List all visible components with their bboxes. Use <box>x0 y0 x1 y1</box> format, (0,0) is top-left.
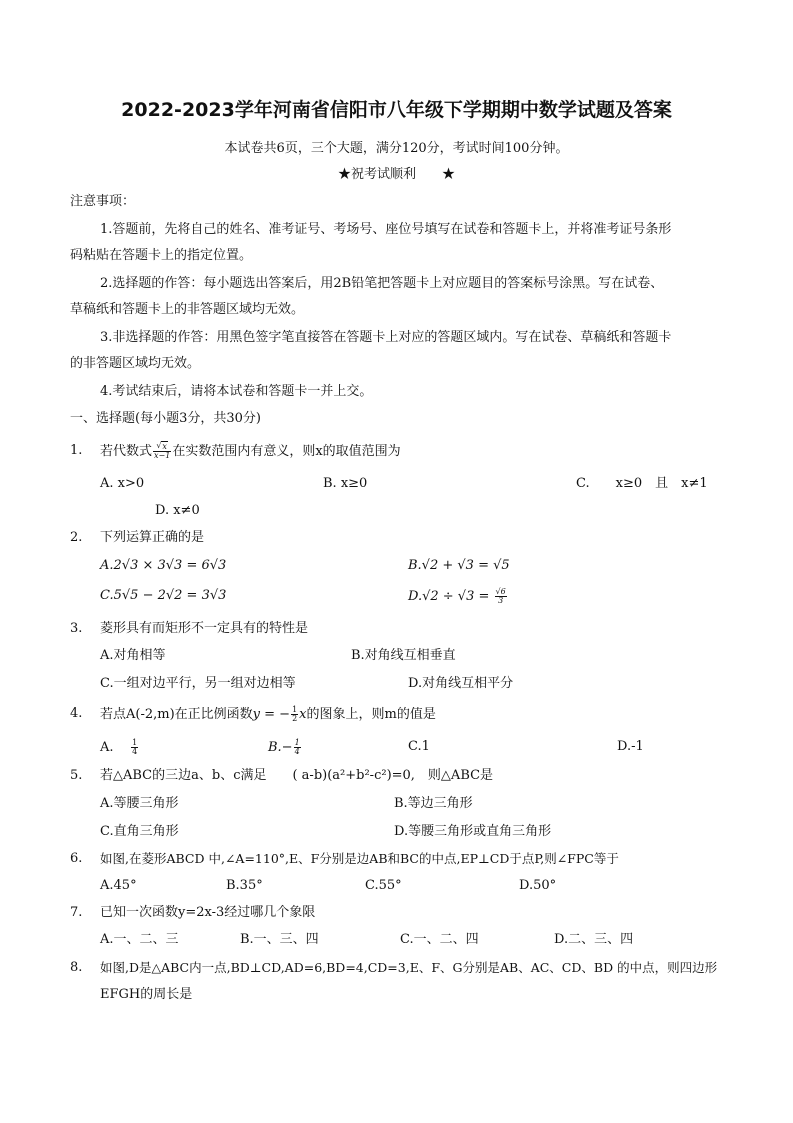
question-3-stem: 菱形具有而矩形不一定具有的特性是 <box>100 621 309 636</box>
question-5-stem: 若△ABC的三边a、b、c满足 ( a-b)(a²+b²-c²)=0, 则△ABC是 <box>100 768 494 783</box>
question-2-option-a: A.2√3 × 3√3 = 6√3 <box>100 558 227 573</box>
question-8-stem-line-1: 如图,D是△ABC内一点,BD⊥CD,AD=6,BD=4,CD=3,E、F、G分别是AB、AC、CD、BD 的中点，则四边形 <box>100 960 718 975</box>
notes-heading: 注意事项： <box>70 194 136 209</box>
question-1-option-c: C. x≥0 且 x≠1 <box>576 476 708 491</box>
question-3-option-d: D.对角线互相平分 <box>408 676 514 691</box>
question-6-option-b: B.35° <box>226 878 263 893</box>
question-1-option-b: B. x≥0 <box>323 476 368 491</box>
question-3-option-c: C.一组对边平行，另一组对边相等 <box>100 676 296 691</box>
question-5-number: 5. <box>70 768 83 783</box>
question-4-option-d: D.-1 <box>617 739 644 754</box>
question-7-option-b: B.一、三、四 <box>240 932 319 947</box>
question-6-number: 6. <box>70 851 83 866</box>
question-2-option-b: B.√2 + √3 = √5 <box>408 558 510 573</box>
question-5-option-d: D.等腰三角形或直角三角形 <box>394 824 552 839</box>
question-7-number: 7. <box>70 905 83 920</box>
question-6-option-d: D.50° <box>519 878 557 893</box>
question-6-option-a: A.45° <box>100 878 137 893</box>
question-1-option-d: D. x≠0 <box>155 503 200 518</box>
question-7-option-a: A.一、二、三 <box>100 932 179 947</box>
question-2-option-c: C.5√5 − 2√2 = 3√3 <box>100 588 227 603</box>
expression-fraction: √ $\frac{x}{x-1}$ <box>153 443 171 460</box>
question-8-stem-line-2: EFGH的周长是 <box>100 987 193 1002</box>
question-4-stem: 若点A(-2,m)在正比例函数y = − $\frac{1}{2}$ x的图象上，则m的值是 <box>100 705 436 723</box>
question-1-option-a: A. x>0 <box>100 476 145 491</box>
question-7-stem: 已知一次函数y=2x-3经过哪几个象限 <box>100 905 316 920</box>
question-5-option-c: C.直角三角形 <box>100 824 179 839</box>
question-1-number: 1. <box>70 443 83 458</box>
question-5-option-b: B.等边三角形 <box>394 796 473 811</box>
question-7-option-c: C.一、二、四 <box>400 932 479 947</box>
exam-info: 本试卷共6页，三个大题，满分120分，考试时间100分钟。 <box>224 141 569 156</box>
question-3-option-b: B.对角线互相垂直 <box>351 648 456 663</box>
note-3-line-2: 的非答题区域均无效。 <box>70 356 201 371</box>
note-3-line-1: 3.非选择题的作答：用黑色签字笔直接答在答题卡上对应的答题区域内。写在试卷、草稿纸和答题卡 <box>100 330 672 345</box>
question-6-stem: 如图,在菱形ABCD 中,∠A=110°,E、F分别是边AB和BC的中点,EP⊥CD于点P,则∠FPC等于 <box>100 851 619 866</box>
question-5-option-a: A.等腰三角形 <box>100 796 179 811</box>
question-7-option-d: D.二、三、四 <box>554 932 634 947</box>
question-3-number: 3. <box>70 621 83 636</box>
question-4-number: 4. <box>70 706 83 721</box>
question-2-number: 2. <box>70 530 83 545</box>
question-4-option-a: A. $\frac{1}{4}$ <box>100 738 138 756</box>
section-heading: 一、选择题(每小题3分，共30分) <box>70 411 261 426</box>
note-1-line-1: 1.答题前，先将自己的姓名、准考证号、考场号、座位号填写在试卷和答题卡上，并将准考证号条形 <box>100 222 672 237</box>
question-6-option-c: C.55° <box>365 878 402 893</box>
question-8-number: 8. <box>70 960 83 975</box>
question-3-option-a: A.对角相等 <box>100 648 166 663</box>
question-2-option-d: D.√2 ÷ √3 = $\frac{√6}{3}$ <box>408 587 506 605</box>
note-2-line-2: 草稿纸和答题卡上的非答题区域均无效。 <box>70 302 305 317</box>
note-1-line-2: 码粘贴在答题卡上的指定位置。 <box>70 248 253 263</box>
note-4: 4.考试结束后，请将本试卷和答题卡一并上交。 <box>100 384 373 399</box>
question-4-option-b: B.− $\frac{1}{4}$ <box>268 738 300 756</box>
good-luck-line: ★祝考试顺利 ★ <box>337 167 455 182</box>
question-2-stem: 下列运算正确的是 <box>100 530 205 545</box>
page-title: 2022-2023学年河南省信阳市八年级下学期期中数学试题及答案 <box>121 99 672 121</box>
question-1-stem: 若代数式 √ $\frac{x}{x-1}$ 在实数范围内有意义，则x的取值范围为 <box>100 443 401 460</box>
question-4-option-c: C.1 <box>408 739 430 754</box>
note-2-line-1: 2.选择题的作答：每小题选出答案后，用2B铅笔把答题卡上对应题目的答案标号涂黑。写在试卷、 <box>100 276 664 291</box>
